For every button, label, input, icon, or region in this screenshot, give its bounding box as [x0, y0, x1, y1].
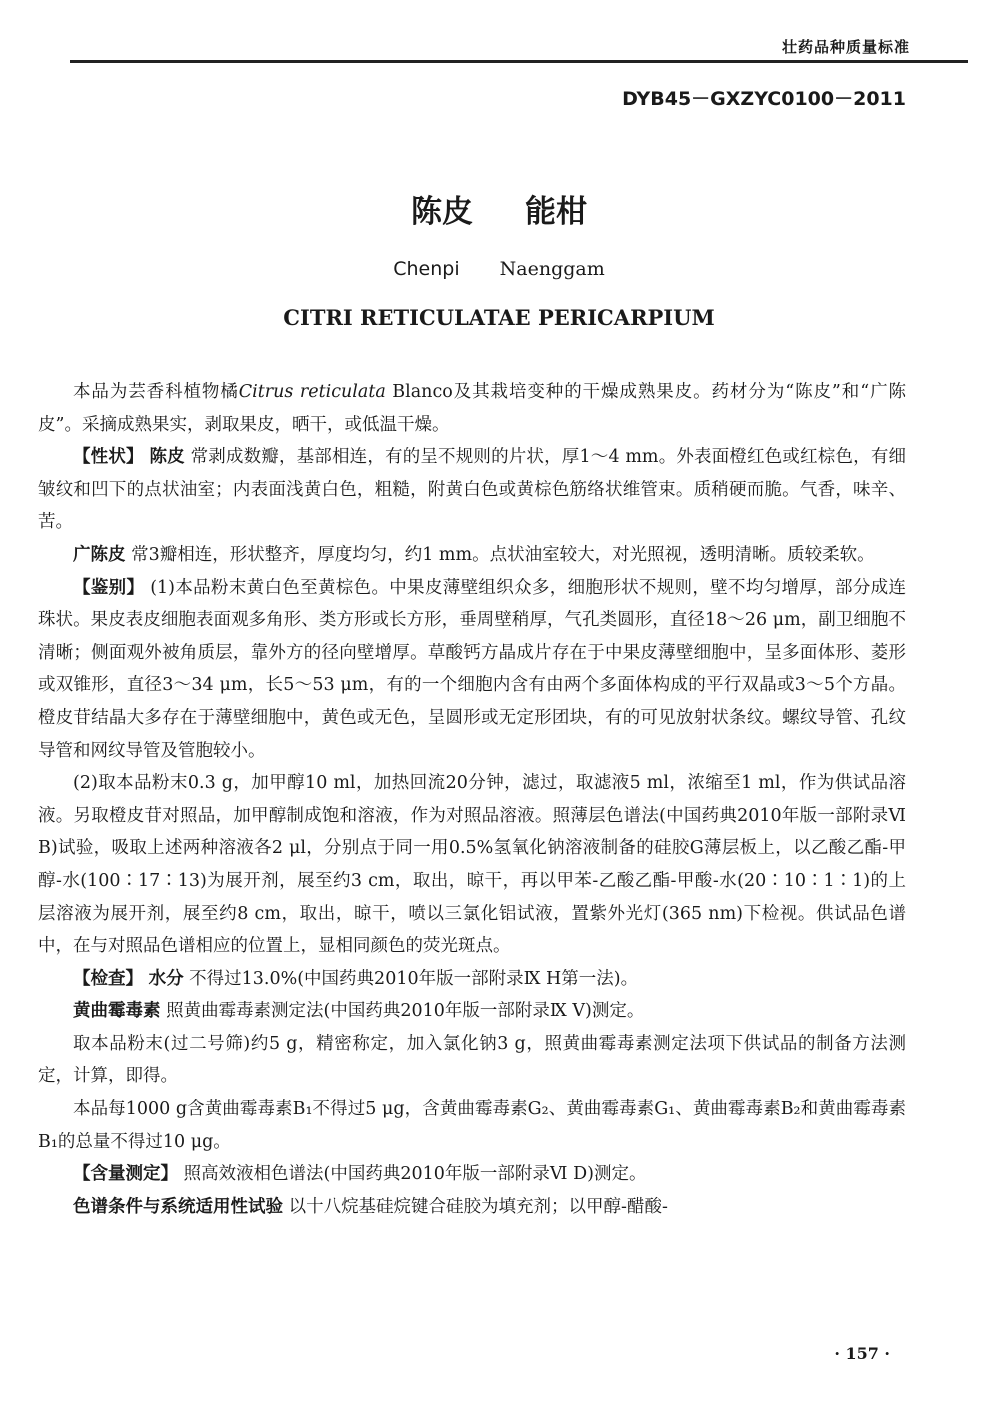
subhead-sepu: 色谱条件与系统适用性试验 — [73, 1196, 283, 1217]
document-code: DYB45－GXZYC0100－2011 — [622, 88, 906, 110]
guangchenpi-paragraph: 广陈皮 常3瓣相连，形状整齐，厚度均匀，约1 mm。点状油室较大，对光照视，透明清晰。质较柔软。 — [73, 544, 875, 565]
title-cn-main: 陈皮 — [411, 194, 473, 230]
header-label: 壮药品种质量标准 — [781, 38, 910, 56]
title-pinyin: Chenpi — [393, 258, 460, 280]
subhead-shuifen: 水分 — [148, 968, 184, 989]
page-number: · 157 · — [834, 1344, 890, 1363]
intro-paragraph: 本品为芸香科植物橘Citrus reticulata Blanco及其栽培变种的干燥成熟果皮。药材分为“陈皮”和“广陈皮”。采摘成熟果实，剥取果皮，晒干，或低温干燥。 — [38, 382, 906, 435]
title-cn-zhuang: 能柑 — [525, 194, 587, 230]
title-zhuang: Naenggam — [499, 258, 605, 280]
jianbie-paragraph-2: (2)取本品粉末0.3 g，加甲醇10 ml，加热回流20分钟，滤过，取滤液5 ml，浓缩至1 ml，作为供试品溶液。另取橙皮苷对照品，加甲醇制成饱和溶液，作为对照品溶液。照薄层色谱法(中国药典2010年版一部附录Ⅵ B)试验，吸取上述两种溶液各2 μl，分别点于同一用0.5%氢氧化钠溶液制备的硅胶G薄层板上，以乙酸乙酯-甲醇-水(100∶17∶13)为展开剂，展至约3 cm，取出，晾干，再以甲苯-乙酸乙酯-甲酸-水(20∶10∶1∶1)的上层溶液为展开剂，展至约8 cm，取出，晾干，喷以三氯化铝试液，置紫外光灯(365 nm)下检视。供试品色谱中，在与对照品色谱相应的位置上，显相同颜色的荧光斑点。 — [38, 773, 906, 957]
hanliang-paragraph: 【含量测定】 照高效液相色谱法(中国药典2010年版一部附录Ⅵ D)测定。 — [73, 1164, 647, 1185]
section-label-xingzhuang: 【性状】 — [73, 447, 144, 468]
title-chinese — [0, 186, 998, 231]
jiancha-paragraph: 【检查】 水分 不得过13.0%(中国药典2010年版一部附录Ⅸ H第一法)。 — [73, 968, 639, 989]
sepu-paragraph: 色谱条件与系统适用性试验 以十八烷基硅烷键合硅胶为填充剂；以甲醇-醋酸- — [73, 1196, 668, 1217]
jianbie-paragraph-1: 【鉴别】 (1)本品粉末黄白色至黄棕色。中果皮薄壁组织众多，细胞形状不规则，壁不均匀增厚，部分成连珠状。果皮表皮细胞表面观多角形、类方形或长方形，垂周壁稍厚，气孔类圆形，直径18～26 μm，副卫细胞不清晰；侧面观外被角质层，靠外方的径向壁增厚。草酸钙方晶成片存在于中果皮薄壁细胞中，呈多面体形、菱形或双锥形，直径3～34 μm，长5～53 μm，有的一个细胞内含有由两个多面体构成的平行双晶或3～5个方晶。橙皮苷结晶大多存在于薄壁细胞中，黄色或无色，呈圆形或无定形团块，有的可见放射状条纹。螺纹导管、孔纹导管和网纹导管及管胞较小。 — [38, 577, 907, 761]
running-header — [70, 30, 968, 62]
title-romanized — [0, 258, 998, 280]
aflatoxin-limit-paragraph: 本品每1000 g含黄曲霉毒素B₁不得过5 μg，含黄曲霉毒素G₂、黄曲霉毒素G₁、黄曲霉毒素B₂和黄曲霉毒素B₁的总量不得过10 μg。 — [38, 1099, 906, 1152]
document-body — [38, 376, 906, 1223]
subhead-guangchenpi: 广陈皮 — [73, 544, 126, 565]
xingzhuang-paragraph: 【性状】 陈皮 常剥成数瓣，基部相连，有的呈不规则的片状，厚1～4 mm。外表面橙红色或红棕色，有细皱纹和凹下的点状油室；内表面浅黄白色，粗糙，附黄白色或黄棕色筋络状维管束。质稍硬而脆。气香，味辛、苦。 — [38, 447, 906, 533]
aflatoxin-method-paragraph: 取本品粉末(过二号筛)约5 g，精密称定，加入氯化钠3 g，照黄曲霉毒素测定法项下供试品的制备方法测定，计算，即得。 — [38, 1033, 906, 1087]
section-label-jiancha: 【检查】 — [73, 968, 143, 989]
section-label-hanliang: 【含量测定】 — [73, 1164, 178, 1185]
subhead-chenpi: 陈皮 — [149, 447, 185, 468]
title-latin: CITRI RETICULATAE PERICARPIUM — [283, 305, 715, 330]
latin-species-name: Citrus reticulata — [238, 382, 386, 402]
section-label-jianbie: 【鉴别】 — [73, 577, 145, 598]
aflatoxin-paragraph: 黄曲霉毒素 照黄曲霉毒素测定法(中国药典2010年版一部附录Ⅸ V)测定。 — [73, 1001, 645, 1022]
subhead-aflatoxin: 黄曲霉毒素 — [73, 1001, 161, 1022]
